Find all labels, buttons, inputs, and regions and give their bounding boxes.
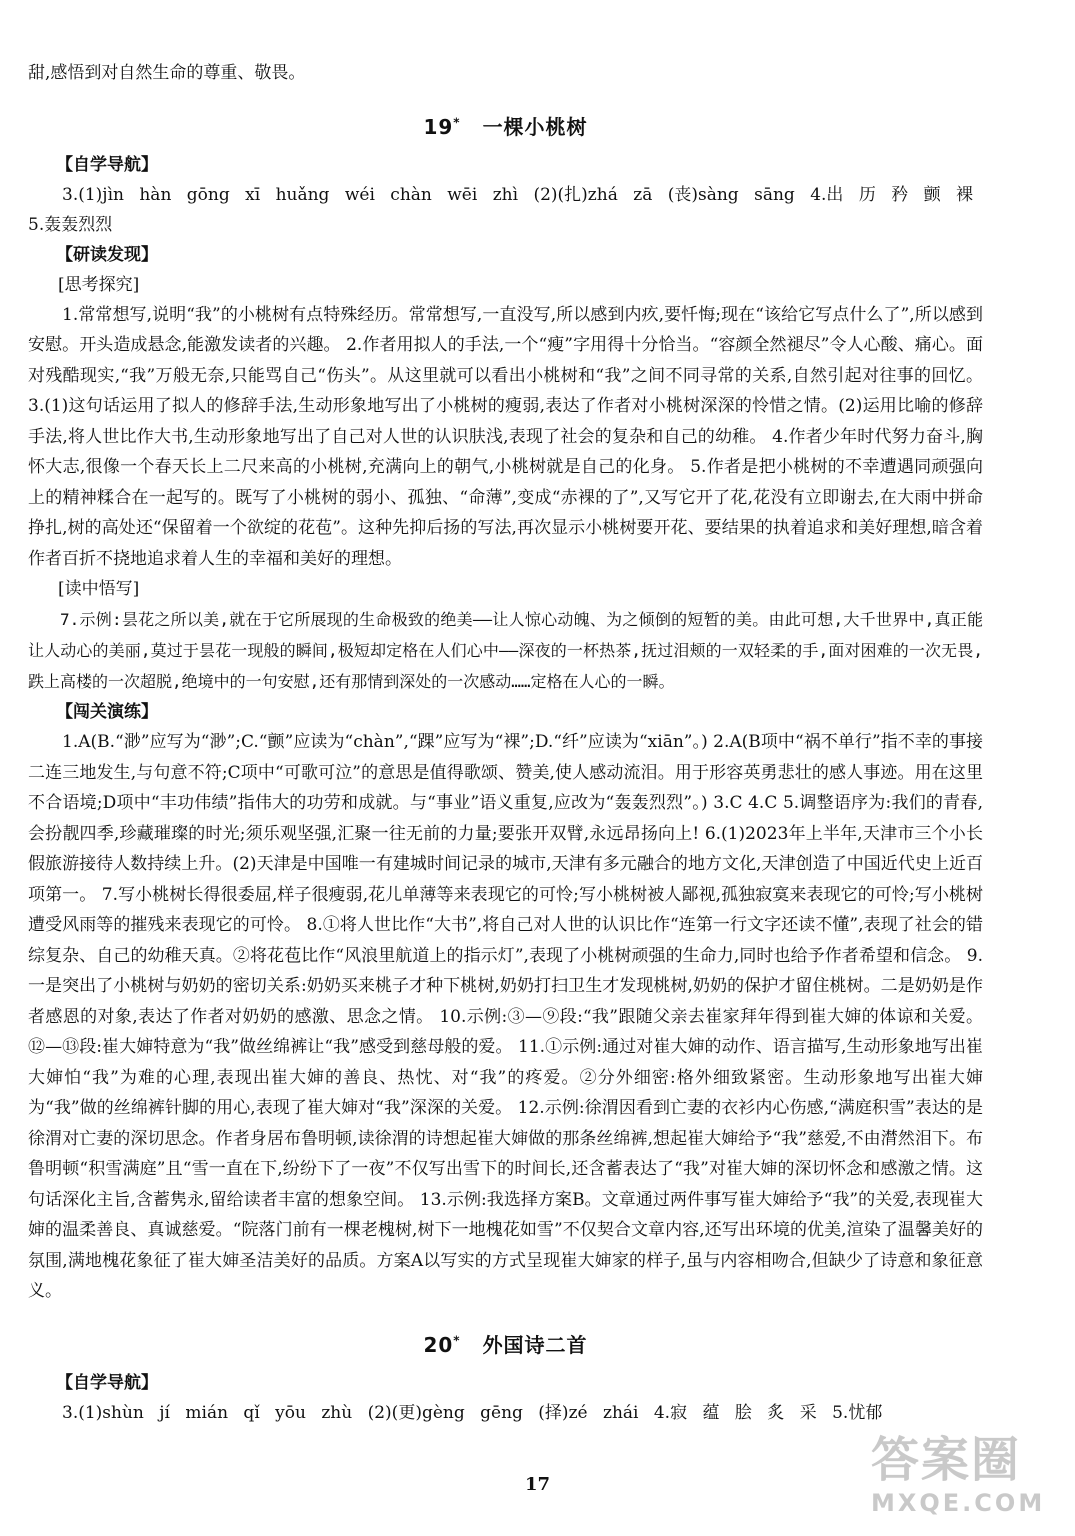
- think-heading: [思考探究]: [58, 274, 140, 295]
- lesson-19-title: [28, 111, 983, 140]
- lesson-19-name: 一棵小桃树: [482, 114, 588, 139]
- think-answers: 1.常常想写,说明“我”的小桃树有点特殊经历。常常想写,一直没写,所以感到内疚,要忏悔;现在“该给它写点什么了”,所以感到安慰。开头造成悬念,能激发读者的兴趣。 2.作者用拟人的手法,一个“瘦”字用得十分恰当。“容颜全然褪尽”令人心酸、痛心。面对残酷现实,“我”万般无奈,只能骂自己“伤头”。从这里就可以看出小桃树和“我”之间不同寻常的关系,自然引起对往事的回忆。 3.(1)这句话运用了拟人的修辞手法,生动形象地写出了小桃树的瘦弱,表达了作者对小桃树深深的怜惜之情。(2)运用比喻的修辞手法,将人世比作大书,生动形象地写出了自己对人世的认识肤浅,表现了社会的复杂和自己的幼稚。 4.作者少年时代努力奋斗,胸怀大志,很像一个春天长上二尺来高的小桃树,充满向上的朝气,小桃树就是自己的化身。 5.作者是把小桃树的不幸遭遇同顽强向上的精神糅合在一起写的。既写了小桃树的弱小、孤独、“命薄”,变成“赤裸的了”,又写它开了花,花没有立即谢去,在大雨中拼命挣扎,树的高处还“保留着一个欲绽的花苞”。这种先抑后扬的写法,再次显示小桃树要开花、要结果的执着追求和美好理想,暗含着作者百折不挠地追求着人生的幸福和美好的理想。: [28, 304, 983, 569]
- intro-line: 甜,感悟到对自然生命的尊重、敬畏。: [28, 63, 306, 83]
- watermark-logo: [871, 1432, 1061, 1528]
- self-study-heading-20: 【自学导航】: [56, 1372, 158, 1393]
- lesson-20-title: [28, 1329, 983, 1358]
- self-study-heading: 【自学导航】: [56, 154, 158, 175]
- watermark-bottom: MXQE.COM: [871, 1489, 1046, 1517]
- watermark-top: 答案圈: [871, 1432, 1022, 1488]
- lesson-20-name: 外国诗二首: [482, 1332, 588, 1357]
- star-mark: *: [453, 114, 461, 129]
- answer-page: [28, 58, 983, 1428]
- star-mark: *: [453, 1332, 461, 1347]
- read-write-answer: 7.示例:昙花之所以美,就在于它所展现的生命极致的绝美——让人惊心动魄、为之倾倒的短暂的美。由此可想,大千世界中,真正能让人动心的美丽,莫过于昙花一现般的瞬间,极短却定格在人们心中——深夜的一杯热茶,抚过泪颊的一双轻柔的手,面对困难的一次无畏,跌上高楼的一次超脱,绝境中的一句安慰,还有那情到深处的一次感动……定格在人心的一瞬。: [28, 610, 983, 691]
- lesson-20-number: 20*: [423, 1332, 461, 1357]
- self-study-answers-20: 3.(1)shùn jí mián qǐ yōu zhù (2)(更)gèng gēng (择)zé zhái 4.寂 蕴 脍 炙 采 5.忧郁: [62, 1402, 883, 1423]
- research-heading: 【研读发现】: [56, 244, 158, 265]
- read-write-heading: [读中悟写]: [58, 579, 140, 599]
- practice-answers: 1.A(B.“渺”应写为“渺”;C.“颤”应读为“chàn”,“踝”应写为“裸”;D.“纤”应读为“xiān”。) 2.A(B项中“祸不单行”指不幸的事接二连三地发生,与句意不符;C项中“可歌可泣”的意思是值得歌颂、赞美,使人感动流泪。用于形容英勇悲壮的感人事迹。用在这里不合语境;D项中“丰功伟绩”指伟大的功劳和成就。与“事业”语义重复,应改为“轰轰烈烈”。) 3.C 4.C 5.调整语序为:我们的青春,会扮靓四季,珍藏璀璨的时光;须乐观坚强,汇聚一往无前的力量;要张开双臂,永远昂扬向上! 6.(1)2023年上半年,天津市三个小长假旅游接待人数持续上升。(2)天津是中国唯一有建城时间记录的城市,天津有多元融合的地方文化,天津创造了中国近代史上近百项第一。 7.写小桃树长得很委屈,样子很瘦弱,花儿单薄等来表现它的可怜;写小桃树被人鄙视,孤独寂寞来表现它的可怜;写小桃树遭受风雨等的摧残来表现它的可怜。 8.①将人世比作“大书”,将自己对人世的认识比作“连第一行文字还读不懂”,表现了社会的错综复杂、自己的幼稚天真。②将花苞比作“风浪里航道上的指示灯”,表现了小桃树顽强的生命力,同时也给予作者希望和信念。 9.一是突出了小桃树与奶奶的密切关系:奶奶买来桃子才种下桃树,奶奶打扫卫生才发现桃树,奶奶的保护才留住桃树。二是奶奶是作者感恩的对象,表达了作者对奶奶的感激、思念之情。 10.示例:③—⑨段:“我”跟随父亲去崔家拜年得到崔大婶的体谅和关爱。 ⑫—⑬段:崔大婶特意为“我”做丝绵裤让“我”感受到慈母般的爱。 11.①示例:通过对崔大婶的动作、语言描写,生动形象地写出崔大婶怕“我”为难的心理,表现出崔大婶的善良、热忱、对“我”的疼爱。②分外细密:格外细致紧密。生动形象地写出崔大婶为“我”做的丝绵裤针脚的用心,表现了崔大婶对“我”深深的关爱。 12.示例:徐渭因看到亡妻的衣衫内心伤感,“满庭积雪”表达的是徐渭对亡妻的深切思念。作者身居布鲁明顿,读徐渭的诗想起崔大婶做的那条丝绵裤,想起崔大婶给予“我”慈爱,不由潸然泪下。布鲁明顿“积雪满庭”且“雪一直在下,纷纷下了一夜”不仅写出雪下的时间长,还含蓄表达了“我”对崔大婶的深切怀念和感激之情。这句话深化主旨,含蓄隽永,留给读者丰富的想象空间。 13.示例:我选择方案B。文章通过两件事写崔大婶给予“我”的关爱,表现崔大婶的温柔善良、真诚慈爱。“院落门前有一棵老槐树,树下一地槐花如雪”不仅契合文章内容,还写出环境的优美,渲染了温馨美好的氛围,满地槐花象征了崔大婶圣洁美好的品质。方案A以写实的方式呈现崔大婶家的样子,虽与内容相吻合,但缺少了诗意和象征意义。: [28, 732, 983, 1301]
- practice-heading: 【闯关演练】: [56, 702, 158, 722]
- lesson-19-number: 19*: [423, 114, 461, 139]
- self-study-answers: 3.(1)jìn hàn gōng xī huǎng wéi chàn wēi zhì (2)(扎)zhá zā (丧)sàng sāng 4.出 历 矜 颤 裸 5.轰轰烈烈: [28, 184, 974, 235]
- page-number: 17: [524, 1474, 551, 1495]
